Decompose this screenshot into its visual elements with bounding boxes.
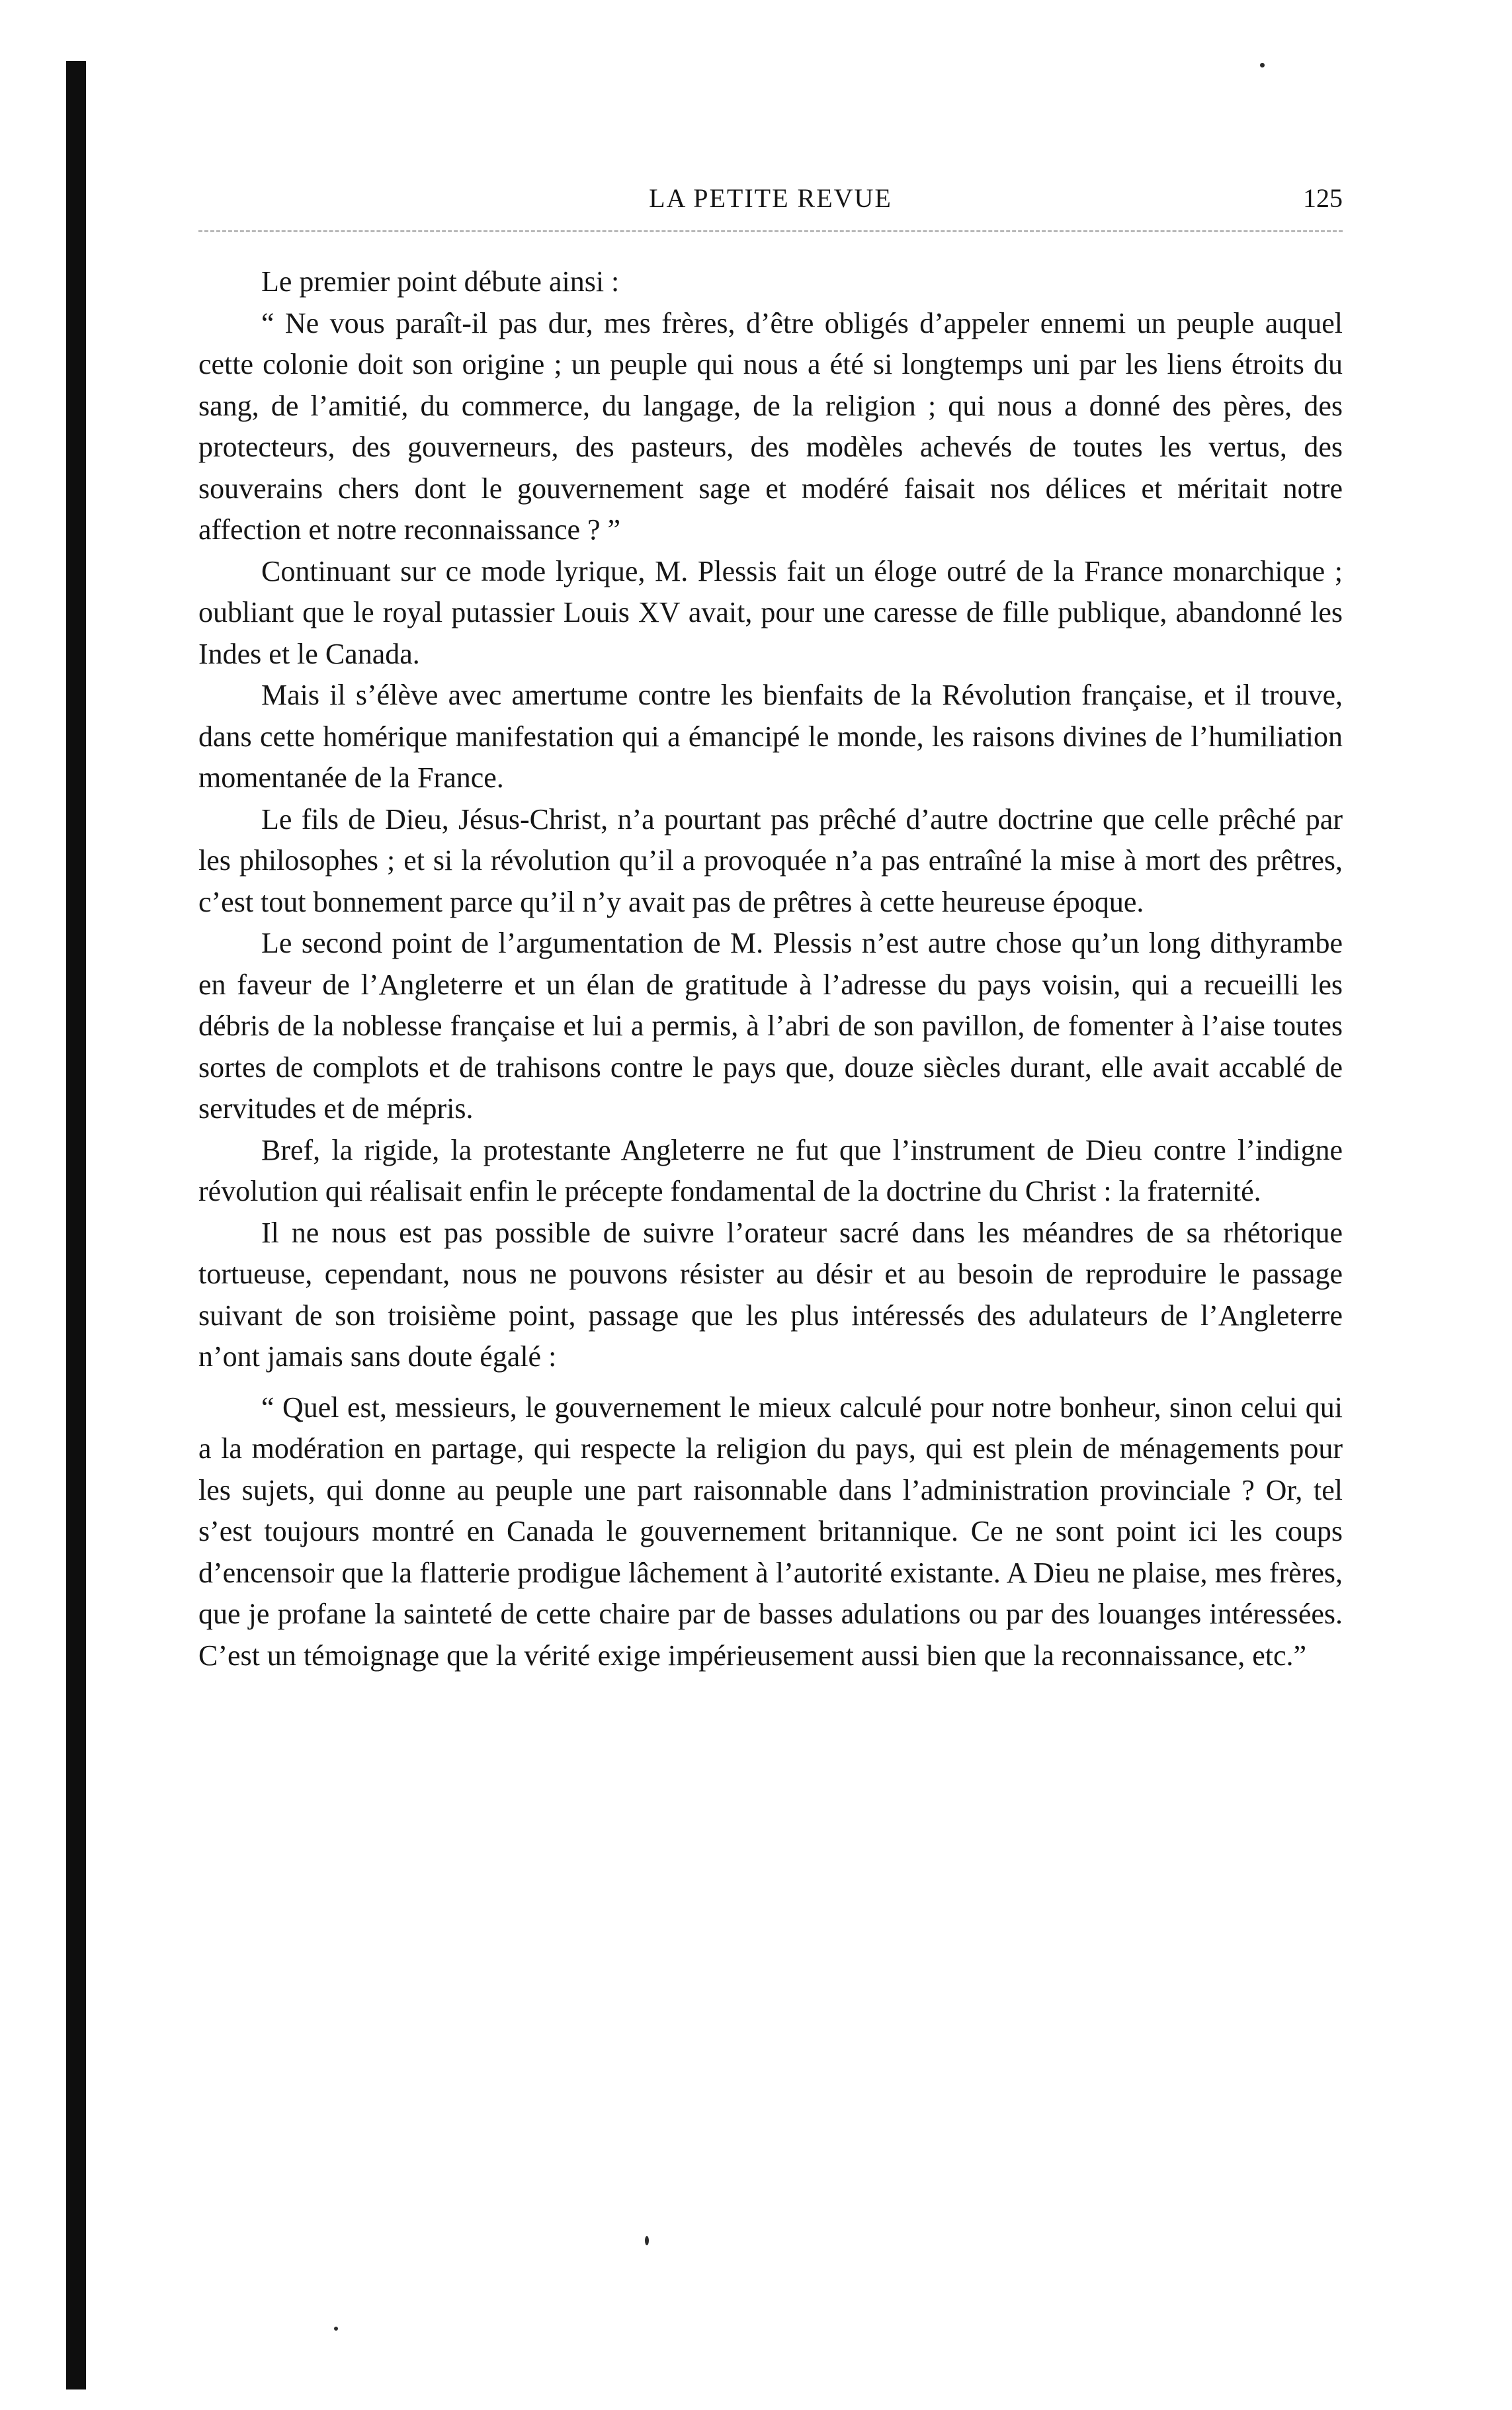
scan-speck (1260, 63, 1265, 67)
scan-speck (645, 2236, 649, 2245)
quote-paragraph: “ Ne vous paraît-il pas dur, mes frères, d’être obligés d’appeler ennemi un peuple auquel cette colonie doit son origine ; un peuple qui nous a été si longtemps uni par les liens étroits du sang, de l’amitié, du commerce, du langage, de la religion ; qui nous a donné des pères, des protecteurs, des gouverneurs, des pasteurs, des modèles achevés de toutes les vertus, des souverains chers dont le gouvernement sage et modéré faisait nos délices et méritait notre affection et notre reconnaissance ? ” (198, 306, 1343, 546)
paragraph: Bref, la rigide, la protestante Angleterre ne fut que l’instrument de Dieu contre l’indigne révolution qui réalisait enfin le précepte fondamental de la doctrine du Christ : la fraternité. (198, 1133, 1343, 1207)
scan-speck (334, 2327, 338, 2331)
page-header (198, 179, 1343, 218)
paragraph: Mais il s’élève avec amertume contre les bienfaits de la Révolution française, et il trouve, dans cette homérique manifestation qui a émancipé le monde, les raisons divines de l’humiliation momentanée de la France. (198, 679, 1343, 794)
article-body (198, 261, 1343, 1676)
paragraph: Le fils de Dieu, Jésus-Christ, n’a pourtant pas prêché d’autre doctrine que celle prêché par les philosophes ; et si la révolution qu’il a provoquée n’a pas entraîné la mise à mort des prêtres, c’est tout bonnement parce qu’il n’y avait pas de prêtres à cette heureuse époque. (198, 802, 1343, 918)
header-rule (198, 230, 1343, 232)
quote-paragraph: “ Quel est, messieurs, le gouvernement le mieux calculé pour notre bonheur, sinon celui qui a la modération en partage, qui respecte la religion du pays, qui est plein de ménagements pour les sujets, qui donne au peuple une part raisonnable dans l’administration provinciale ? Or, tel s’est toujours montré en Canada le gouvernement britannique. Ce ne sont point ici les coups d’encensoir que la flatterie prodigue lâchement à l’autorité existante. A Dieu ne plaise, mes frères, que je profane la sainteté de cette chaire par de basses adulations ou par des louanges intéressées. C’est un témoignage que la vérité exige impérieusement aussi bien que la reconnaissance, etc.” (198, 1391, 1343, 1672)
page-number: 125 (1303, 183, 1343, 213)
paragraph: Le second point de l’argumentation de M. Plessis n’est autre chose qu’un long dithyrambe en faveur de l’Angleterre et un élan de gratitude à l’adresse du pays voisin, qui a recueilli les débris de la noblesse française et lui a permis, à l’abri de son pavillon, de fomenter à l’aise toutes sortes de complots et de trahisons contre le pays que, douze siècles durant, elle avait accablé de servitudes et de mépris. (198, 927, 1343, 1125)
binding-edge-bar (66, 61, 86, 2389)
paragraph: Continuant sur ce mode lyrique, M. Plessis fait un éloge outré de la France monarchique ; oubliant que le royal putassier Louis XV avait, pour une caresse de fille publique, abandonné les Indes et le Canada. (198, 554, 1343, 670)
paragraph: Il ne nous est pas possible de suivre l’orateur sacré dans les méandres de sa rhétorique tortueuse, cependant, nous ne pouvons résister au désir et au besoin de reproduire le passage suivant de son troisième point, passage que les plus intéressés des adulateurs de l’Angleterre n’ont jamais sans doute égalé : (198, 1216, 1343, 1373)
paragraph: Le premier point débute ainsi : (261, 265, 620, 298)
running-title: LA PETITE REVUE (649, 183, 892, 213)
